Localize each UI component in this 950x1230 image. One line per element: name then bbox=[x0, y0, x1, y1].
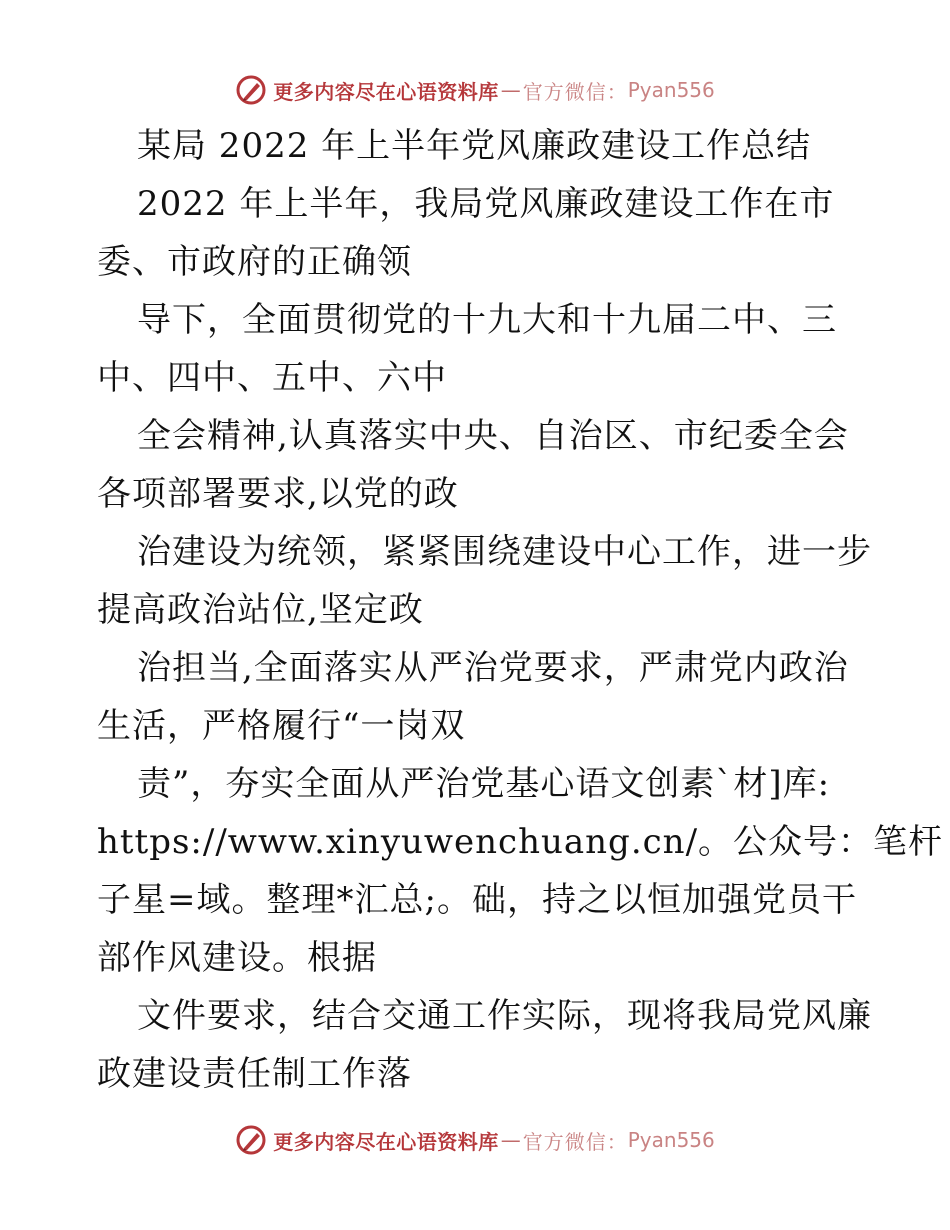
text-line: 责”，夯实全面从严治党基心语文创素`材]库: bbox=[137, 764, 831, 804]
watermark-sub-text: 官方微信： bbox=[522, 79, 628, 104]
text-line: 子星=域。整理*汇总;。础，持之以恒加强党员干 bbox=[97, 880, 857, 920]
text-line: 部作风建设。根据 bbox=[97, 938, 377, 978]
text-line: 治担当,全面落实从严治党要求，严肃党内政治 bbox=[137, 648, 849, 688]
watermark-banner-top bbox=[0, 68, 950, 112]
text-line: 提高政治站位,坚定政 bbox=[97, 590, 424, 630]
watermark-separator: — bbox=[500, 78, 521, 102]
text-line: 导下，全面贯彻党的十九大和十九届二中、三 bbox=[137, 300, 837, 340]
text-line: 委、市政府的正确领 bbox=[97, 242, 412, 282]
text-line-url: https://www.xinyuwenchuang.cn/。公众号：笔杆 bbox=[97, 822, 944, 862]
pen-circle-logo-icon bbox=[235, 1124, 267, 1156]
document-body bbox=[97, 117, 944, 1103]
watermark-account: Pyan556 bbox=[627, 78, 715, 102]
watermark-account: Pyan556 bbox=[627, 1128, 715, 1152]
text-line: 政建设责任制工作落 bbox=[97, 1054, 412, 1094]
text-line: 各项部署要求,以党的政 bbox=[97, 474, 459, 514]
text-line: 2022 年上半年，我局党风廉政建设工作在市 bbox=[137, 184, 835, 224]
text-line: 全会精神,认真落实中央、自治区、市纪委全会 bbox=[137, 416, 849, 456]
watermark-sub-text: 官方微信： bbox=[522, 1129, 628, 1154]
watermark-separator: — bbox=[500, 1128, 521, 1152]
watermark-main-text: 更多内容尽在心语资料库 bbox=[273, 79, 499, 104]
watermark-banner-bottom bbox=[0, 1118, 950, 1162]
pen-circle-logo-icon bbox=[235, 74, 267, 106]
text-line: 生活，严格履行“一岗双 bbox=[97, 706, 466, 746]
text-line: 文件要求，结合交通工作实际，现将我局党风廉 bbox=[137, 996, 872, 1036]
text-line: 治建设为统领，紧紧围绕建设中心工作，进一步 bbox=[137, 532, 872, 572]
watermark-main-text: 更多内容尽在心语资料库 bbox=[273, 1129, 499, 1154]
document-title: 某局 2022 年上半年党风廉政建设工作总结 bbox=[137, 126, 812, 166]
text-line: 中、四中、五中、六中 bbox=[97, 358, 447, 398]
